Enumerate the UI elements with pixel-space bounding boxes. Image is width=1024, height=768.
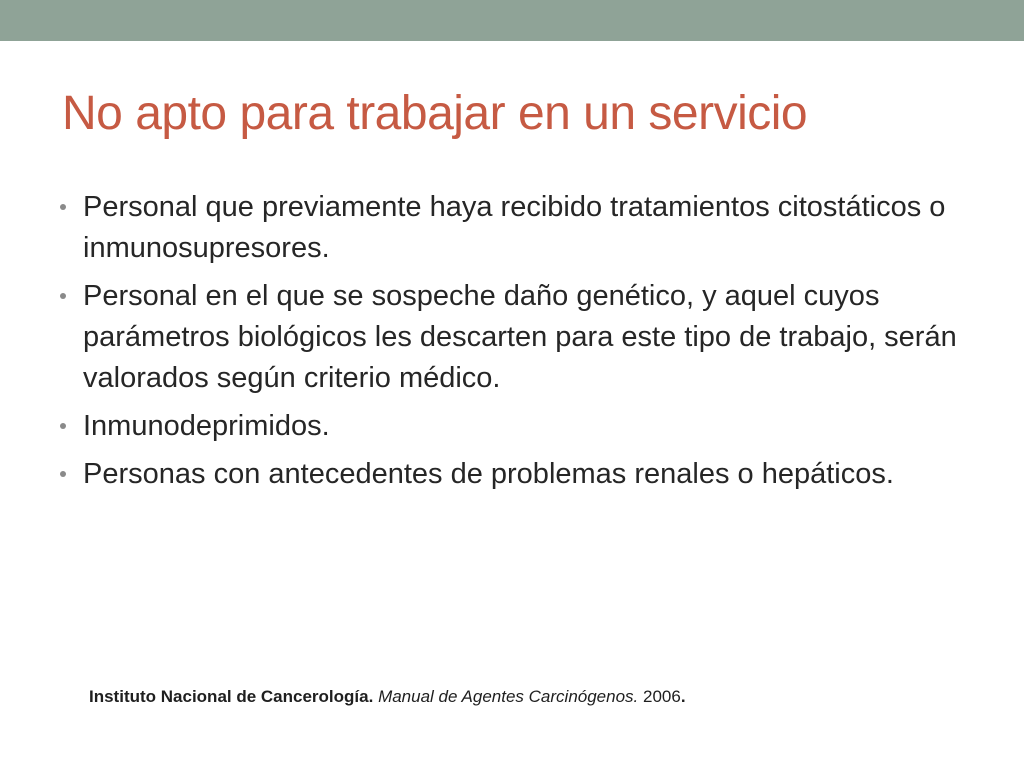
slide-title: No apto para trabajar en un servicio <box>62 87 808 140</box>
bullet-item <box>60 406 970 447</box>
bullet-item <box>60 187 970 269</box>
bullet-text: Inmunodeprimidos. <box>83 410 330 442</box>
bullet-dot-icon <box>60 471 66 477</box>
bullet-list <box>60 187 970 502</box>
bullet-dot-icon <box>60 293 66 299</box>
citation-work: Manual de Agentes Carcinógenos. <box>378 687 639 706</box>
bullet-text: Personal en el que se sospeche daño genético, y aquel cuyos parámetros biológicos les descarten para este tipo de trabajo, serán valorados según criterio médico. <box>83 280 957 394</box>
bullet-dot-icon <box>60 423 66 429</box>
bullet-dot-icon <box>60 204 66 210</box>
bullet-text: Personas con antecedentes de problemas renales o hepáticos. <box>83 458 894 490</box>
bullet-item <box>60 454 970 495</box>
bullet-text: Personal que previamente haya recibido tratamientos citostáticos o inmunosupresores. <box>83 191 946 264</box>
citation-institution: Instituto Nacional de Cancerología. <box>89 687 374 706</box>
citation-year: 2006 <box>643 687 681 706</box>
top-accent-bar <box>0 0 1024 41</box>
bullet-item <box>60 276 970 399</box>
citation <box>89 685 686 709</box>
citation-end: . <box>680 687 686 706</box>
